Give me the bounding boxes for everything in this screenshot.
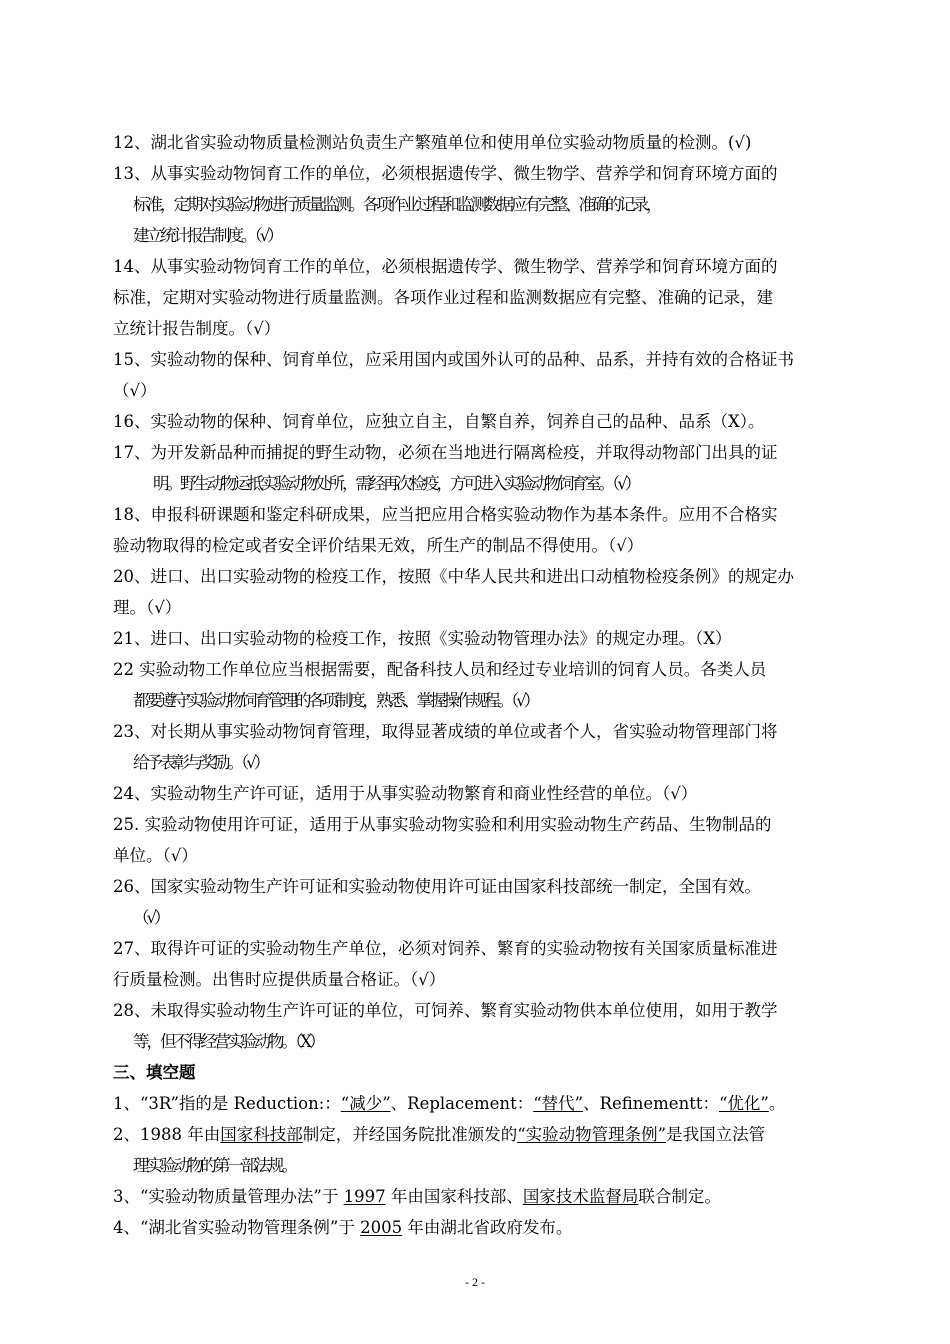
question-18-line-1: 18、申报科研课题和鉴定科研成果，应当把应用合格实验动物作为基本条件。应用不合格实 (113, 505, 778, 524)
fill-q3-prefix: 3、“实验动物质量管理办法”于 (113, 1187, 344, 1206)
question-14-line-1: 14、从事实验动物饲育工作的单位，必须根据遗传学、微生物学、营养学和饲育环境方面的 (113, 257, 778, 276)
fill-question-4 (113, 1218, 863, 1238)
question-21: 21、进口、出口实验动物的检疫工作，按照《实验动物管理办法》的规定办理。（X） (113, 629, 732, 648)
fill-q1-answer-3: “优化” (718, 1094, 769, 1113)
fill-q3-answer-1: 1997 (343, 1187, 386, 1206)
fill-q1-prefix: 1、“3R”指的是 Reduction:： (113, 1094, 341, 1113)
fill-q2-suffix: 是我国立法管 (666, 1125, 766, 1144)
question-26-line-2: （√） (133, 908, 168, 927)
fill-q4-prefix: 4、“湖北省实验动物管理条例”于 (113, 1218, 361, 1237)
question-20-line-1: 20、进口、出口实验动物的检疫工作，按照《中华人民共和进出口动植物检疫条例》的规定办 (113, 567, 794, 586)
fill-question-1 (113, 1094, 863, 1114)
fill-q2-prefix: 2、1988 年由 (113, 1125, 221, 1144)
question-27-line-1: 27、取得许可证的实验动物生产单位，必须对饲养、繁育的实验动物按有关国家质量标准进 (113, 939, 778, 958)
question-15-line-2: （√） (113, 381, 157, 400)
fill-q3-mid-1: 年由国家科技部、 (385, 1187, 523, 1206)
question-28-line-2: 等，但不得经营实验动物。（X） (133, 1032, 323, 1051)
fill-q4-suffix: 年由湖北省政府发布。 (402, 1218, 573, 1237)
question-27-line-2: 行质量检测。出售时应提供质量合格证。（√） (113, 970, 446, 989)
question-22-line-1: 22 实验动物工作单位应当根据需要，配备科技人员和经过专业培训的饲育人员。各类人员 (113, 660, 767, 679)
question-28-line-1: 28、未取得实验动物生产许可证的单位，可饲养、繁育实验动物供本单位使用，如用于教学 (113, 1001, 778, 1020)
fill-question-2-line-2: 理实验动物的第一部法规。 (133, 1156, 295, 1175)
fill-q2-answer-1: 国家科技部 (220, 1125, 303, 1144)
question-25-line-2: 单位。（√） (113, 846, 198, 865)
fill-q1-suffix: 。 (768, 1094, 786, 1113)
fill-q1-mid-1: 、Replacement： (390, 1094, 534, 1113)
question-17-line-1: 17、为开发新品种而捕捉的野生动物，必须在当地进行隔离检疫，并取得动物部门出具的证 (113, 443, 778, 462)
question-14-line-2: 标准，定期对实验动物进行质量监测。各项作业过程和监测数据应有完整、准确的记录，建 (113, 288, 773, 307)
question-16: 16、实验动物的保种、饲育单位，应独立自主，自繁自养，饲养自己的品种、品系（X）。 (113, 412, 765, 431)
question-25-line-1: 25. 实验动物使用许可证，适用于从事实验动物实验和利用实验动物生产药品、生物制品的 (113, 815, 772, 834)
question-23-line-1: 23、对长期从事实验动物饲育管理，取得显著成绩的单位或者个人，省实验动物管理部门将 (113, 722, 778, 741)
question-13-line-1: 13、从事实验动物饲育工作的单位，必须根据遗传学、微生物学、营养学和饲育环境方面的 (113, 164, 778, 183)
question-17-line-2: 明。野生动物运抵实验动物处所，需经再次检疫，方可进入实验动物饲育室。（√） (153, 474, 639, 493)
fill-q4-answer-1: 2005 (360, 1218, 403, 1237)
question-12: 12、湖北省实验动物质量检测站负责生产繁殖单位和使用单位实验动物质量的检测。(√) (113, 133, 752, 152)
question-14-line-3: 立统计报告制度。（√） (113, 319, 281, 338)
question-22-line-2: 都要遵守实验动物饲育管理的各项制度，熟悉、掌握操作规程。（√） (133, 691, 538, 710)
question-13-line-3: 建立统计报告制度。（√） (133, 226, 281, 245)
fill-q2-answer-2: “实验动物管理条例” (517, 1125, 667, 1144)
page-number: - 2 - (465, 1275, 485, 1289)
question-15-line-1: 15、实验动物的保种、饲育单位，应采用国内或国外认可的品种、品系，并持有效的合格证书 (113, 350, 794, 369)
fill-question-2-line-1 (113, 1125, 863, 1145)
question-20-line-2: 理。（√） (113, 598, 182, 617)
question-23-line-2: 给予表彰与奖励。（√） (133, 753, 268, 772)
section-heading-fill-in: 三、填空题 (113, 1063, 196, 1082)
fill-q3-suffix: 联合制定。 (638, 1187, 721, 1206)
fill-question-3 (113, 1187, 863, 1207)
question-24: 24、实验动物生产许可证，适用于从事实验动物繁育和商业性经营的单位。（√） (113, 784, 698, 803)
question-26-line-1: 26、国家实验动物生产许可证和实验动物使用许可证由国家科技部统一制定，全国有效。 (113, 877, 761, 896)
fill-q1-answer-1: “减少” (340, 1094, 391, 1113)
fill-q1-mid-2: 、Refinementt： (583, 1094, 719, 1113)
question-13-line-2: 标准，定期对实验动物进行质量监测。各项作业过程和监测数据应有完整、准确的记录， (133, 195, 660, 214)
question-18-line-2: 验动物取得的检定或者安全评价结果无效，所生产的制品不得使用。（√） (113, 536, 644, 555)
fill-q1-answer-2: “替代” (533, 1094, 584, 1113)
fill-q2-mid-1: 制定，并经国务院批准颁发的 (302, 1125, 518, 1144)
fill-q3-answer-2: 国家技术监督局 (522, 1187, 639, 1206)
